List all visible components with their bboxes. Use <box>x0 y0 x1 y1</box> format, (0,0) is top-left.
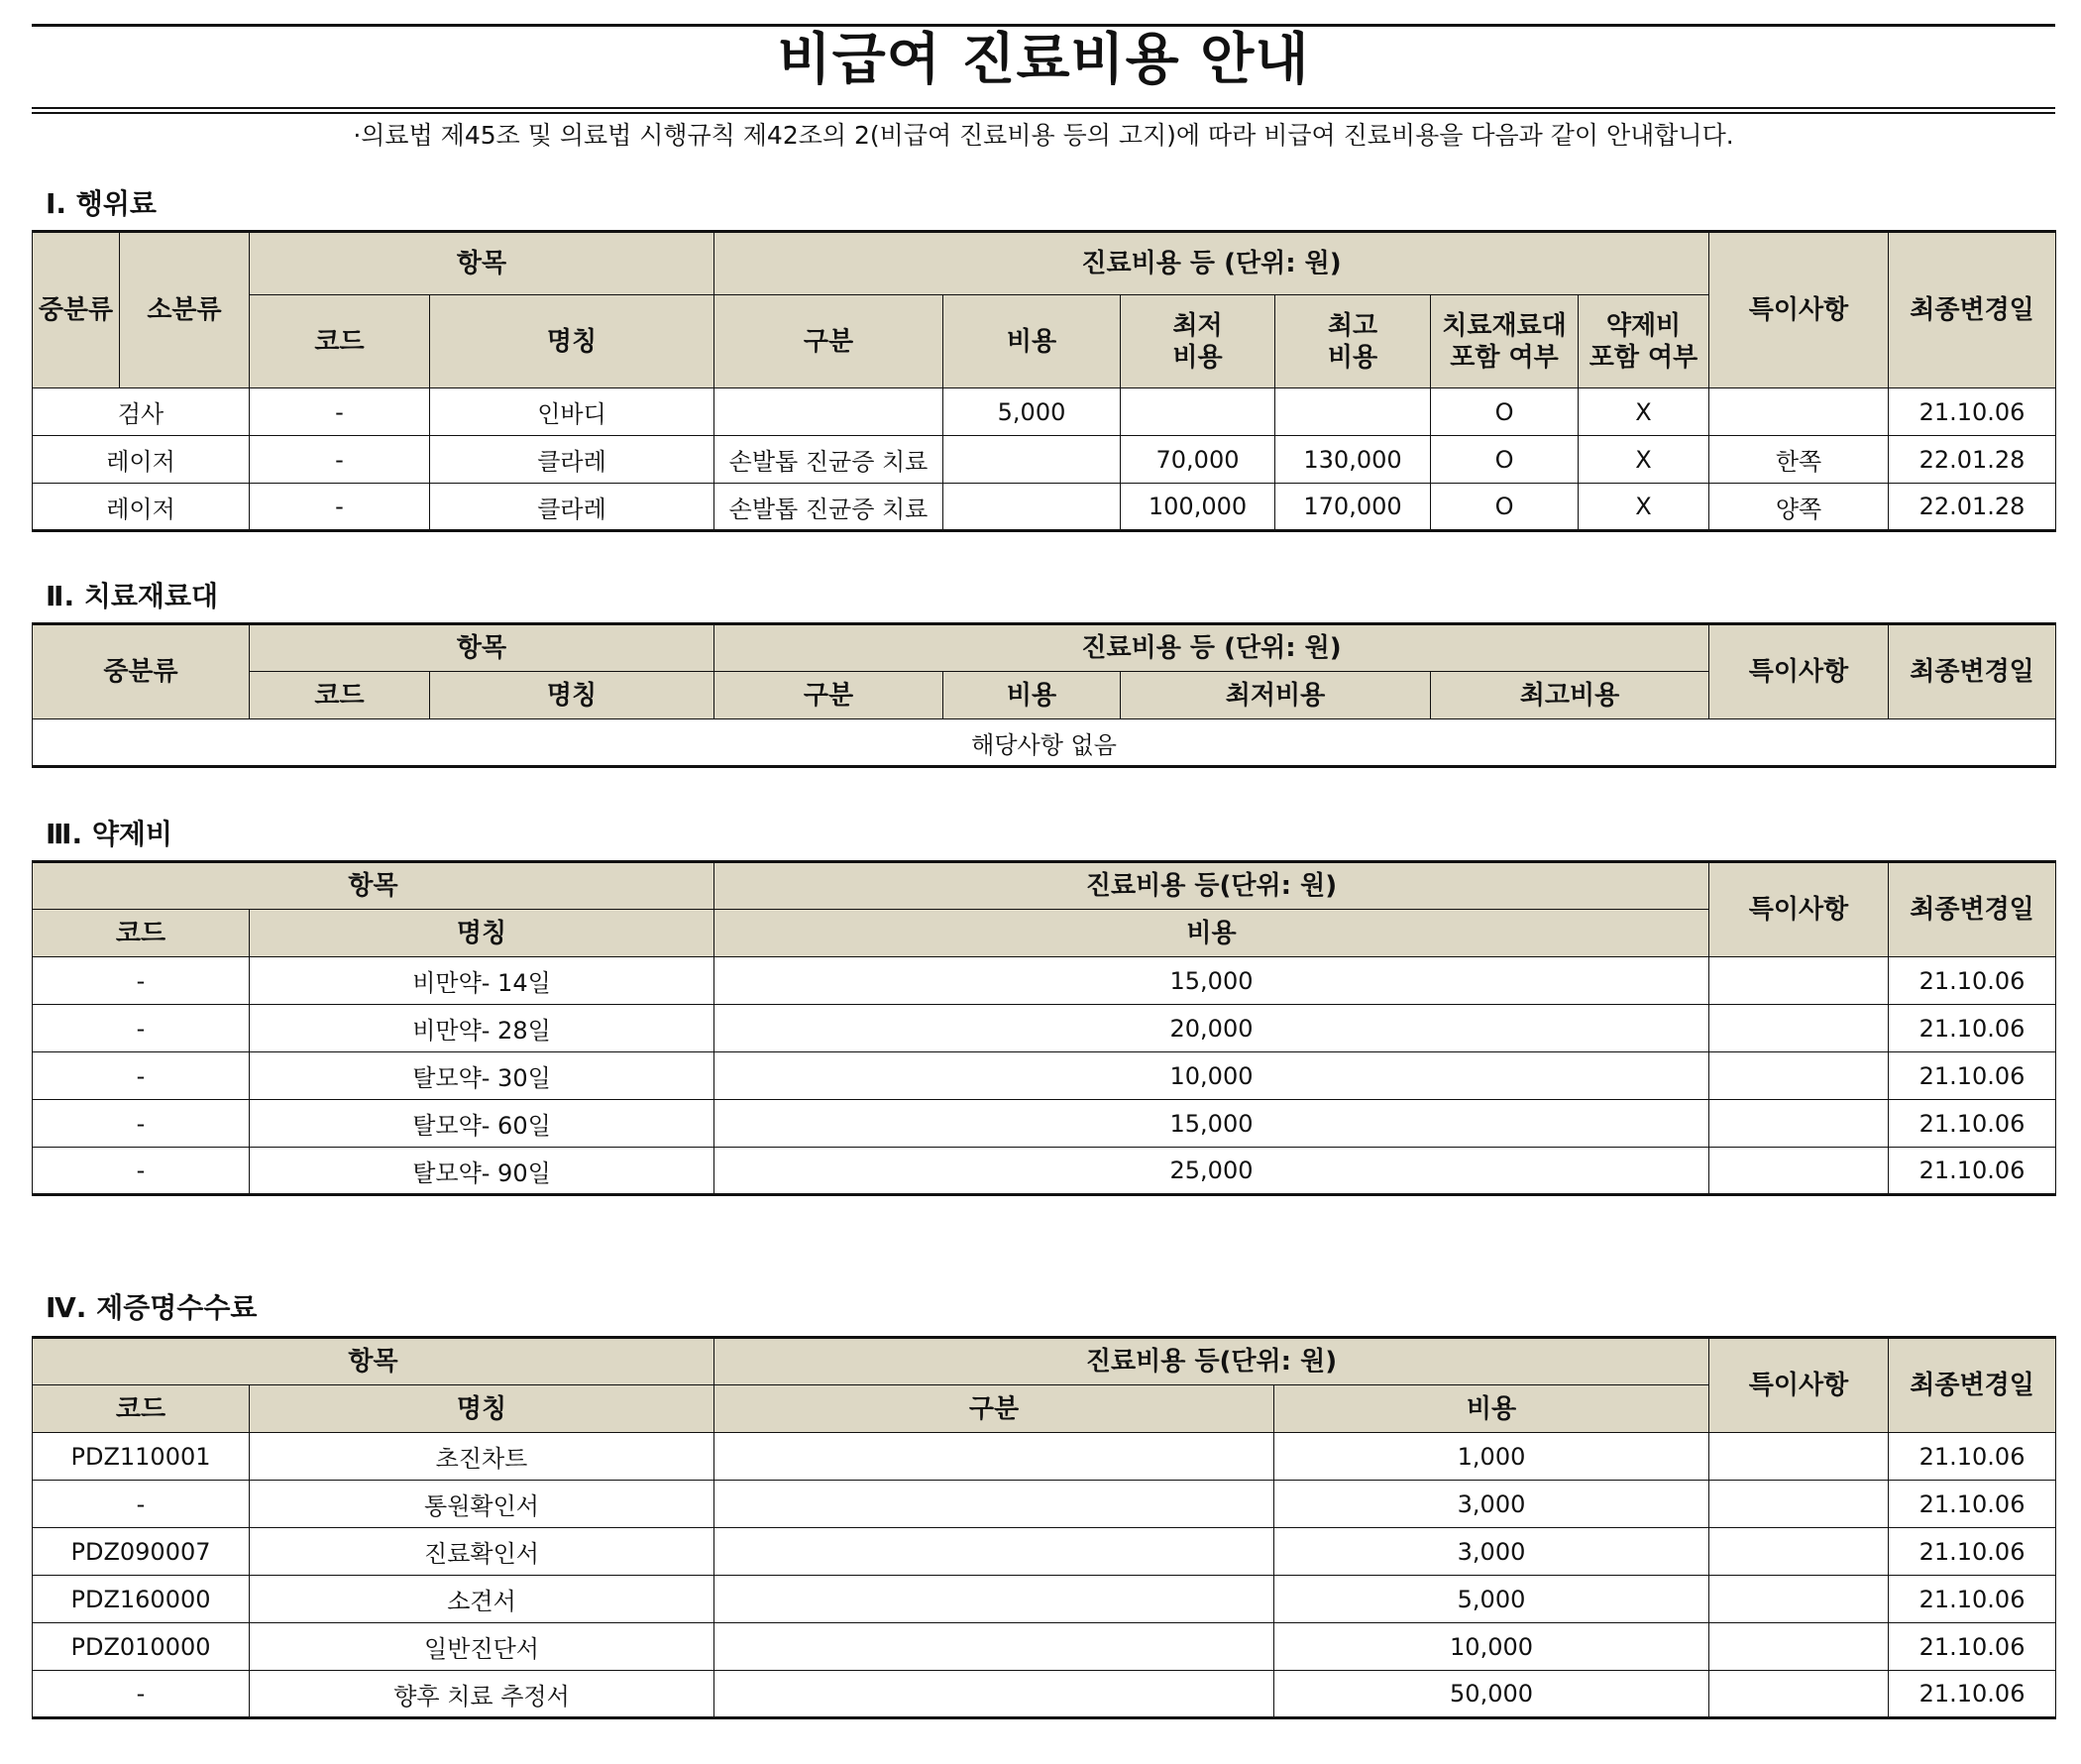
cell-code: PDZ090007 <box>33 1528 250 1576</box>
cell-remarks <box>1709 1528 1889 1576</box>
table-row <box>33 1671 2056 1718</box>
cell-cost <box>943 484 1121 531</box>
cell-name: 탈모약- 90일 <box>250 1148 714 1195</box>
cell-date: 21.10.06 <box>1889 957 2056 1005</box>
cell-date: 21.10.06 <box>1889 1052 2056 1100</box>
title-rule-upper <box>32 107 2055 109</box>
header-min-cost: 최저비용 <box>1121 672 1431 719</box>
header-row-1 <box>33 624 2056 672</box>
cell-date: 21.10.06 <box>1889 1481 2056 1528</box>
header-code: 코드 <box>33 1385 250 1433</box>
cell-division <box>714 1433 1274 1481</box>
cell-division <box>714 1623 1274 1671</box>
header-drug-included: 약제비 포함 여부 <box>1579 295 1709 388</box>
header-cost: 비용 <box>943 295 1121 388</box>
table-row <box>33 1576 2056 1623</box>
table-row <box>33 719 2056 767</box>
header-row-1 <box>33 232 2056 295</box>
cell-name: 일반진단서 <box>250 1623 714 1671</box>
cell-category: 레이저 <box>33 484 250 531</box>
cell-name: 소견서 <box>250 1576 714 1623</box>
cell-division: 손발톱 진균증 치료 <box>714 484 943 531</box>
header-code: 코드 <box>33 910 250 957</box>
header-sub-category: 소분류 <box>120 232 250 388</box>
cell-division <box>714 1528 1274 1576</box>
cell-date: 21.10.06 <box>1889 1576 2056 1623</box>
cell-remarks <box>1709 1481 1889 1528</box>
drug-fee-table <box>32 860 2056 1196</box>
cell-name: 클라레 <box>430 436 714 484</box>
table-row <box>33 1005 2056 1052</box>
header-item: 항목 <box>33 1338 714 1385</box>
cell-date: 21.10.06 <box>1889 1148 2056 1195</box>
table-row <box>33 1433 2056 1481</box>
header-row-1 <box>33 862 2056 910</box>
header-material-included: 치료재료대 포함 여부 <box>1431 295 1579 388</box>
cell-cost: 10,000 <box>1274 1623 1709 1671</box>
header-cost: 비용 <box>714 910 1709 957</box>
table-row <box>33 1100 2056 1148</box>
cell-remarks <box>1709 1052 1889 1100</box>
cell-cost: 3,000 <box>1274 1528 1709 1576</box>
section-4-title: Ⅳ. 제증명수수료 <box>46 1291 258 1324</box>
cell-division <box>714 1671 1274 1718</box>
cell-code: - <box>33 1148 250 1195</box>
procedure-fee-table <box>32 230 2056 532</box>
cell-drug: X <box>1579 484 1709 531</box>
cell-division <box>714 1576 1274 1623</box>
cell-cost: 3,000 <box>1274 1481 1709 1528</box>
cell-code: - <box>250 388 430 436</box>
header-remarks: 특이사항 <box>1709 232 1889 388</box>
cell-division <box>714 1481 1274 1528</box>
header-name: 명칭 <box>430 295 714 388</box>
cell-code: PDZ110001 <box>33 1433 250 1481</box>
cell-cost: 5,000 <box>1274 1576 1709 1623</box>
header-last-changed: 최종변경일 <box>1889 232 2056 388</box>
cell-material: O <box>1431 436 1579 484</box>
cell-drug: X <box>1579 388 1709 436</box>
table-row <box>33 957 2056 1005</box>
cell-name: 탈모약- 60일 <box>250 1100 714 1148</box>
cell-cost: 5,000 <box>943 388 1121 436</box>
header-cost: 비용 <box>1274 1385 1709 1433</box>
header-division: 구분 <box>714 1385 1274 1433</box>
cell-name: 통원확인서 <box>250 1481 714 1528</box>
cell-cost <box>943 436 1121 484</box>
cell-cost: 1,000 <box>1274 1433 1709 1481</box>
header-item: 항목 <box>250 624 714 672</box>
table-row <box>33 1623 2056 1671</box>
cell-code: - <box>250 484 430 531</box>
header-code: 코드 <box>250 672 430 719</box>
header-remarks: 특이사항 <box>1709 1338 1889 1433</box>
cell-date: 21.10.06 <box>1889 1005 2056 1052</box>
cell-cost: 20,000 <box>714 1005 1709 1052</box>
cell-remarks: 한쪽 <box>1709 436 1889 484</box>
header-code: 코드 <box>250 295 430 388</box>
cell-code: - <box>250 436 430 484</box>
cell-date: 22.01.28 <box>1889 436 2056 484</box>
header-last-changed: 최종변경일 <box>1889 624 2056 719</box>
material-fee-table <box>32 622 2056 768</box>
cell-name: 진료확인서 <box>250 1528 714 1576</box>
cell-cost: 25,000 <box>714 1148 1709 1195</box>
header-mid-category: 중분류 <box>33 232 120 388</box>
section-3-title: Ⅲ. 약제비 <box>46 818 172 850</box>
header-fees: 진료비용 등(단위: 원) <box>714 1338 1709 1385</box>
cell-cost: 10,000 <box>714 1052 1709 1100</box>
header-max-cost: 최고 비용 <box>1275 295 1431 388</box>
table-row <box>33 1148 2056 1195</box>
header-fees: 진료비용 등 (단위: 원) <box>714 232 1709 295</box>
cell-date: 21.10.06 <box>1889 1671 2056 1718</box>
cell-code: - <box>33 1005 250 1052</box>
certificate-fee-table <box>32 1336 2056 1719</box>
cell-code: - <box>33 1052 250 1100</box>
cell-min-cost: 70,000 <box>1121 436 1275 484</box>
cell-division: 손발톱 진균증 치료 <box>714 436 943 484</box>
cell-remarks <box>1709 1005 1889 1052</box>
cell-date: 21.10.06 <box>1889 1623 2056 1671</box>
cell-cost: 50,000 <box>1274 1671 1709 1718</box>
header-name: 명칭 <box>430 672 714 719</box>
cell-name: 비만약- 28일 <box>250 1005 714 1052</box>
title-rule-lower <box>32 112 2055 114</box>
cell-name: 향후 치료 추정서 <box>250 1671 714 1718</box>
cell-remarks <box>1709 1100 1889 1148</box>
cell-date: 21.10.06 <box>1889 388 2056 436</box>
section-1-title: Ⅰ. 행위료 <box>46 187 157 220</box>
cell-name: 클라레 <box>430 484 714 531</box>
cell-remarks <box>1709 1576 1889 1623</box>
section-2-title: Ⅱ. 치료재료대 <box>46 580 219 612</box>
cell-min-cost <box>1121 388 1275 436</box>
cell-material: O <box>1431 388 1579 436</box>
cell-code: - <box>33 1671 250 1718</box>
cell-category: 레이저 <box>33 436 250 484</box>
cell-code: PDZ010000 <box>33 1623 250 1671</box>
header-remarks: 특이사항 <box>1709 624 1889 719</box>
header-last-changed: 최종변경일 <box>1889 1338 2056 1433</box>
cell-name: 인바디 <box>430 388 714 436</box>
header-row-1 <box>33 1338 2056 1385</box>
header-name: 명칭 <box>250 910 714 957</box>
cell-name: 초진차트 <box>250 1433 714 1481</box>
cell-material: O <box>1431 484 1579 531</box>
cell-remarks <box>1709 388 1889 436</box>
header-division: 구분 <box>714 672 943 719</box>
cell-division <box>714 388 943 436</box>
table-row <box>33 1528 2056 1576</box>
cell-code: - <box>33 1481 250 1528</box>
header-item: 항목 <box>250 232 714 295</box>
cell-code: - <box>33 1100 250 1148</box>
table-row <box>33 1052 2056 1100</box>
cell-max-cost <box>1275 388 1431 436</box>
legal-notice: ·의료법 제45조 및 의료법 시행규칙 제42조의 2(비급여 진료비용 등의 고지)에 따라 비급여 진료비용을 다음과 같이 안내합니다. <box>353 121 1734 150</box>
table-row <box>33 484 2056 531</box>
cell-remarks <box>1709 1671 1889 1718</box>
cell-max-cost: 130,000 <box>1275 436 1431 484</box>
cell-remarks <box>1709 1623 1889 1671</box>
page-title: 비급여 진료비용 안내 <box>777 28 1310 92</box>
cell-name: 비만약- 14일 <box>250 957 714 1005</box>
cell-remarks <box>1709 957 1889 1005</box>
header-fees: 진료비용 등 (단위: 원) <box>714 624 1709 672</box>
empty-row-text: 해당사항 없음 <box>33 719 2056 767</box>
table-row <box>33 436 2056 484</box>
header-cost: 비용 <box>943 672 1121 719</box>
cell-date: 21.10.06 <box>1889 1528 2056 1576</box>
header-division: 구분 <box>714 295 943 388</box>
cell-remarks <box>1709 1433 1889 1481</box>
cell-code: - <box>33 957 250 1005</box>
header-name: 명칭 <box>250 1385 714 1433</box>
cell-remarks <box>1709 1148 1889 1195</box>
cell-date: 21.10.06 <box>1889 1433 2056 1481</box>
header-max-cost: 최고비용 <box>1431 672 1709 719</box>
cell-cost: 15,000 <box>714 957 1709 1005</box>
cell-code: PDZ160000 <box>33 1576 250 1623</box>
cell-name: 탈모약- 30일 <box>250 1052 714 1100</box>
cell-min-cost: 100,000 <box>1121 484 1275 531</box>
header-remarks: 특이사항 <box>1709 862 1889 957</box>
table-row <box>33 388 2056 436</box>
header-last-changed: 최종변경일 <box>1889 862 2056 957</box>
cell-date: 21.10.06 <box>1889 1100 2056 1148</box>
header-item: 항목 <box>33 862 714 910</box>
header-min-cost: 최저 비용 <box>1121 295 1275 388</box>
header-mid-category: 중분류 <box>33 624 250 719</box>
table-row <box>33 1481 2056 1528</box>
cell-drug: X <box>1579 436 1709 484</box>
cell-max-cost: 170,000 <box>1275 484 1431 531</box>
cell-category: 검사 <box>33 388 250 436</box>
cell-cost: 15,000 <box>714 1100 1709 1148</box>
header-fees: 진료비용 등(단위: 원) <box>714 862 1709 910</box>
cell-remarks: 양쪽 <box>1709 484 1889 531</box>
cell-date: 22.01.28 <box>1889 484 2056 531</box>
